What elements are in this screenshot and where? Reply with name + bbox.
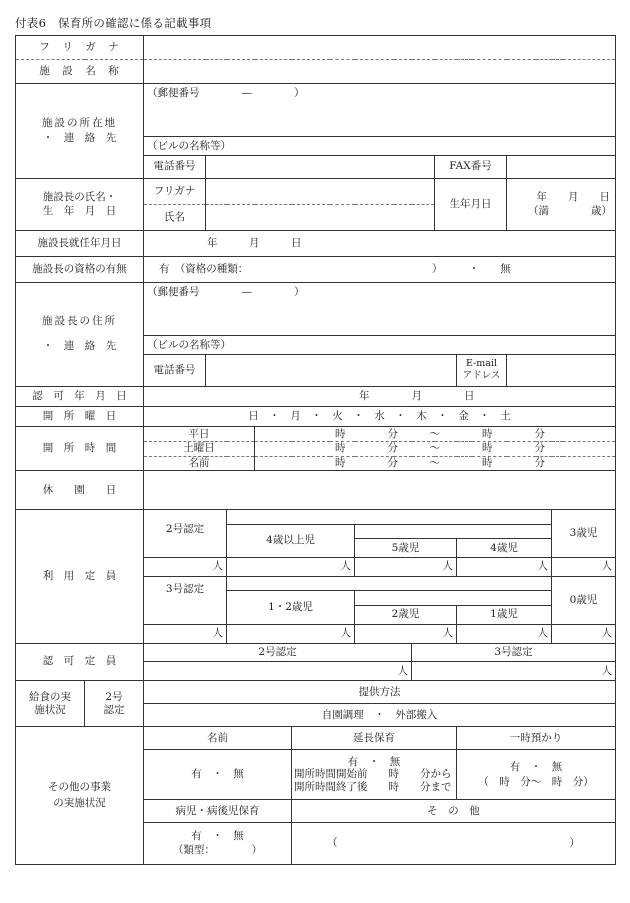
cert3-col-a: 2歳児 [355,606,457,625]
facility-phone-label: 電話番号 [144,156,206,179]
director-name-field[interactable] [206,205,435,231]
director-email-field[interactable] [507,355,616,386]
director-name-label-line1: 施設長の氏名・ [42,191,117,204]
facility-furigana-label: フ リ ガ ナ [16,36,144,60]
cert2-col-c-field[interactable] [552,558,616,577]
open-hours-label: 開 所 時 間 [16,427,144,471]
director-address-label [16,283,144,386]
other-business-label-line1: その他の事業 [48,781,111,794]
meals-method-options: 自園調理 ・ 外部搬入 [321,708,438,721]
meals-cert-label [85,681,144,727]
others-paren-open: （ [327,836,338,849]
closed-days-label: 休 園 日 [16,471,144,510]
meals-label-line1: 給食の実 [29,690,71,703]
approved-cert2-unit: 人 [397,664,408,677]
sick-child-care-yes-no: 有 ・ 無 [191,829,244,842]
open-days-options: 日 ・ 月 ・ 火 ・ 水 ・ 木 ・ 金 ・ 土 [248,410,511,423]
sick-child-care-label: 病児・病後児保育 [144,800,292,823]
cert3-col-b-field[interactable] [457,624,552,643]
extended-care-after: 開所時間終了後 時 分まで [294,780,452,793]
director-phone-label: 電話番号 [144,355,206,386]
open-hours-format-saturday: 時 分 〜 時 分 [335,442,545,455]
director-postal-field[interactable] [144,283,616,336]
qualification-text: 有 （資格の種類： ） ・ 無 [159,263,511,276]
cert2-col-a-field[interactable] [355,558,457,577]
cert3-label: 3号認定 [144,576,227,624]
cert2-col-c-unit: 人 [601,560,612,573]
cert3-group: 1・2歳児 [227,591,355,624]
director-furigana-field[interactable] [206,178,435,204]
open-hours-format-weekday: 時 分 〜 時 分 [335,427,545,440]
cert2-spacer [227,510,552,525]
meals-method-label: 提供方法 [144,681,616,704]
facility-name-field[interactable] [144,60,616,84]
director-name-label [16,178,144,230]
facility-address-label [16,84,144,179]
others-label: そ の 他 [292,800,616,823]
meals-method-field[interactable] [144,704,616,727]
open-hours-day-name: 名前 [144,456,255,471]
sick-child-care-type: （類型： ） [172,843,263,856]
cert2-group: 4歳以上児 [227,524,355,557]
meals-label-line2: 施状況 [34,703,66,716]
open-hours-field-name[interactable] [255,456,616,471]
approved-cert2-field[interactable] [144,662,412,681]
cert3-col-a-field[interactable] [355,624,457,643]
cert3-col-b: 1歳児 [457,606,552,625]
approval-date-label: 認 可 年 月 日 [16,386,144,407]
open-days-label: 開 所 曜 日 [16,407,144,427]
cert3-col-c: 0歳児 [552,576,616,624]
qualification-label: 施設長の資格の有無 [16,257,144,283]
meals-label [16,681,85,727]
cert3-total-field[interactable] [144,624,227,643]
cert2-col-a-unit: 人 [442,560,453,573]
cert3-group-spacer [355,591,552,606]
cert3-col-c-field[interactable] [552,624,616,643]
other-col-name: 名前 [144,727,292,750]
director-phone-field[interactable] [206,355,457,386]
temporary-care-hours: （ 時 分〜 時 分） [478,775,594,788]
approved-cert2-label: 2号認定 [144,643,412,662]
cert2-col-a: 5歳児 [355,539,457,558]
facility-postal-field[interactable] [144,84,616,137]
facility-name-label: 施 設 名 称 [16,60,144,84]
extended-care-yes-no: 有 ・ 無 [347,755,401,768]
closed-days-field[interactable] [144,471,616,510]
appointment-date-field[interactable] [144,231,616,257]
other-col-temporary: 一時預かり [457,727,616,750]
cert3-col-c-unit: 人 [601,627,612,640]
facility-postal-label: （郵便番号 — ） [147,87,305,99]
director-building-label: （ビルの名称等） [147,338,231,351]
cert2-label: 2号認定 [144,510,227,558]
cert2-col-b-unit: 人 [537,560,548,573]
cert2-total-field[interactable] [144,558,227,577]
approval-date-format: 年 月 日 [359,389,475,402]
other-yes-no-field[interactable] [144,750,292,800]
approval-date-field[interactable] [144,386,616,407]
qualification-field[interactable] [144,257,616,283]
temporary-care-yes-no: 有 ・ 無 [509,760,563,773]
meals-cert-label-line1: 2号 [105,690,123,703]
director-name-label-line2: 生 年 月 日 [42,204,117,217]
appointment-date-label: 施設長就任年月日 [16,231,144,257]
director-building-field[interactable] [144,336,616,355]
open-hours-field-weekday[interactable] [255,427,616,442]
other-business-label-line2: の実施状況 [53,796,106,809]
cert2-group-field[interactable] [227,558,355,577]
cert3-total-unit: 人 [212,627,223,640]
temporary-care-field[interactable] [457,750,616,800]
director-birthdate-label: 生年月日 [435,178,507,230]
other-yes-no-options: 有 ・ 無 [191,768,244,781]
sick-child-care-field[interactable] [144,823,292,865]
open-hours-field-saturday[interactable] [255,441,616,456]
open-hours-day-weekday: 平日 [144,427,255,442]
facility-address-label-line2: ・ 連 絡 先 [42,131,117,144]
approved-cert3-unit: 人 [601,664,612,677]
cert3-group-unit: 人 [340,627,351,640]
facility-building-label: （ビルの名称等） [147,139,231,152]
cert2-col-b: 4歳児 [457,539,552,558]
open-hours-day-saturday: 土曜日 [144,441,255,456]
other-col-extended: 延長保育 [292,727,457,750]
director-email-label-line1: E-mail [465,357,498,369]
form-table [15,35,616,865]
facility-fax-field[interactable] [507,156,616,179]
approved-cert3-label: 3号認定 [412,643,616,662]
facility-phone-field[interactable] [206,156,435,179]
director-email-label [457,355,507,386]
form-title: 付表6 保育所の確認に係る記載事項 [15,16,212,30]
cert3-col-a-unit: 人 [442,627,453,640]
facility-building-field[interactable] [144,137,616,156]
extended-care-before: 開所時間開始前 時 分から [294,768,452,781]
cert3-col-b-unit: 人 [537,627,548,640]
facility-fax-label: FAX番号 [435,156,507,179]
cert2-col-c: 3歳児 [552,510,616,558]
cert3-group-field[interactable] [227,624,355,643]
facility-furigana-field[interactable] [144,36,616,60]
approved-cert3-field[interactable] [412,662,616,681]
cert2-col-b-field[interactable] [457,558,552,577]
capacity-label: 利 用 定 員 [16,510,144,644]
appointment-date-format: 年 月 日 [207,237,302,250]
others-field[interactable] [292,823,616,865]
director-birthdate-format: 年 月 日 [536,191,610,204]
director-name-field-label: 氏名 [144,205,206,231]
cert3-spacer [227,576,552,591]
director-address-label-line2: ・ 連 絡 先 [42,340,117,353]
approved-capacity-label: 認 可 定 員 [16,643,144,681]
extended-care-field[interactable] [292,750,457,800]
director-furigana-label: フリガナ [144,178,206,204]
director-age-format: （満 歳） [528,204,612,217]
other-business-label [16,727,144,865]
director-birthdate-field[interactable] [507,178,616,230]
director-email-label-line2: アドレス [462,370,501,382]
open-hours-format-name: 時 分 〜 時 分 [335,457,545,470]
open-days-field[interactable] [144,407,616,427]
others-paren-close: ） [569,836,580,849]
cert2-group-spacer [355,524,552,539]
director-postal-label: （郵便番号 — ） [147,286,305,299]
facility-address-label-line1: 施設の所在地 [42,116,117,129]
cert2-group-unit: 人 [340,560,351,573]
director-address-label-line1: 施設長の住所 [42,315,117,328]
cert2-total-unit: 人 [212,560,223,573]
meals-cert-label-line2: 認定 [103,703,125,716]
